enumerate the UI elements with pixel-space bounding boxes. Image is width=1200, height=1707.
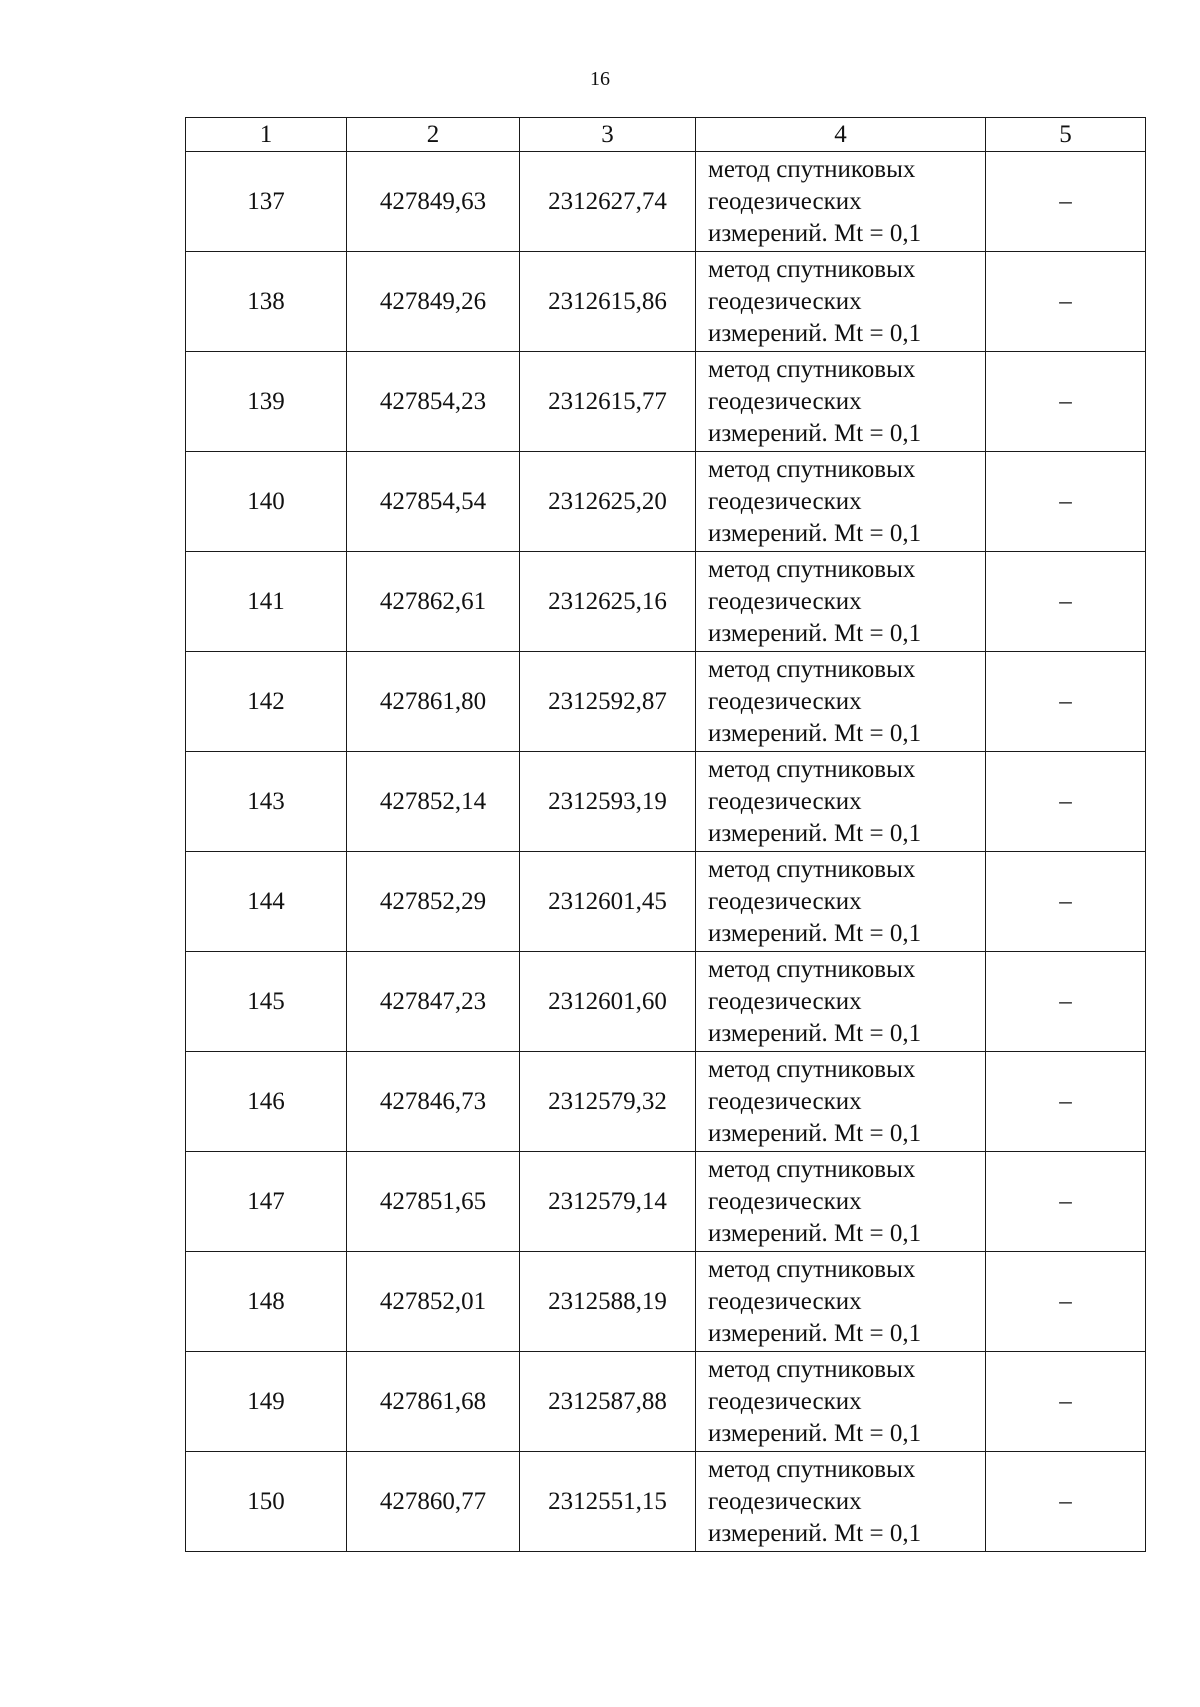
point-number-cell: 144 — [186, 852, 347, 952]
point-number-cell: 145 — [186, 952, 347, 1052]
method-line: геодезических — [708, 487, 862, 515]
note-cell: – — [986, 552, 1146, 652]
method-line: метод спутниковых — [708, 1055, 916, 1083]
x-coordinate-cell: 427862,61 — [347, 552, 520, 652]
method-cell — [696, 752, 986, 852]
method-cell — [696, 1352, 986, 1452]
method-line: измерений. Mt = 0,1 — [708, 1019, 922, 1047]
table-body — [186, 152, 1146, 1552]
x-coordinate-cell: 427854,23 — [347, 352, 520, 452]
note-cell: – — [986, 152, 1146, 252]
x-coordinate-cell: 427852,01 — [347, 1252, 520, 1352]
point-number-cell: 149 — [186, 1352, 347, 1452]
method-line: метод спутниковых — [708, 355, 916, 383]
point-number-cell: 138 — [186, 252, 347, 352]
method-line: метод спутниковых — [708, 855, 916, 883]
method-line: измерений. Mt = 0,1 — [708, 919, 922, 947]
method-line: метод спутниковых — [708, 655, 916, 683]
method-line: измерений. Mt = 0,1 — [708, 1119, 922, 1147]
note-cell: – — [986, 1252, 1146, 1352]
table-row — [186, 1052, 1146, 1152]
y-coordinate-cell: 2312588,19 — [520, 1252, 696, 1352]
method-line: метод спутниковых — [708, 1355, 916, 1383]
method-line: измерений. Mt = 0,1 — [708, 719, 922, 747]
method-line: геодезических — [708, 1287, 862, 1315]
method-line: измерений. Mt = 0,1 — [708, 1319, 922, 1347]
table-row — [186, 352, 1146, 452]
method-line: геодезических — [708, 287, 862, 315]
y-coordinate-cell: 2312625,16 — [520, 552, 696, 652]
table-row — [186, 452, 1146, 552]
method-line: метод спутниковых — [708, 955, 916, 983]
table-row — [186, 1352, 1146, 1452]
method-line: метод спутниковых — [708, 1455, 916, 1483]
y-coordinate-cell: 2312579,14 — [520, 1152, 696, 1252]
method-line: геодезических — [708, 687, 862, 715]
method-line: измерений. Mt = 0,1 — [708, 419, 922, 447]
y-coordinate-cell: 2312587,88 — [520, 1352, 696, 1452]
y-coordinate-cell: 2312601,60 — [520, 952, 696, 1052]
method-cell — [696, 852, 986, 952]
column-header-5: 5 — [986, 118, 1146, 152]
method-line: метод спутниковых — [708, 155, 916, 183]
method-cell — [696, 452, 986, 552]
page-number: 16 — [590, 68, 610, 90]
table-row — [186, 852, 1146, 952]
table-row — [186, 1252, 1146, 1352]
method-line: измерений. Mt = 0,1 — [708, 1419, 922, 1447]
x-coordinate-cell: 427852,14 — [347, 752, 520, 852]
note-cell: – — [986, 752, 1146, 852]
method-cell — [696, 152, 986, 252]
x-coordinate-cell: 427861,80 — [347, 652, 520, 752]
method-line: измерений. Mt = 0,1 — [708, 1519, 922, 1547]
note-cell: – — [986, 952, 1146, 1052]
y-coordinate-cell: 2312625,20 — [520, 452, 696, 552]
coordinates-table — [185, 117, 1146, 1552]
table-row — [186, 752, 1146, 852]
x-coordinate-cell: 427851,65 — [347, 1152, 520, 1252]
y-coordinate-cell: 2312579,32 — [520, 1052, 696, 1152]
method-cell — [696, 1252, 986, 1352]
method-line: метод спутниковых — [708, 455, 916, 483]
method-line: геодезических — [708, 1187, 862, 1215]
y-coordinate-cell: 2312592,87 — [520, 652, 696, 752]
column-header-1: 1 — [186, 118, 347, 152]
method-line: геодезических — [708, 187, 862, 215]
point-number-cell: 150 — [186, 1452, 347, 1552]
note-cell: – — [986, 352, 1146, 452]
note-cell: – — [986, 652, 1146, 752]
method-line: метод спутниковых — [708, 555, 916, 583]
method-line: геодезических — [708, 787, 862, 815]
point-number-cell: 142 — [186, 652, 347, 752]
x-coordinate-cell: 427852,29 — [347, 852, 520, 952]
x-coordinate-cell: 427849,26 — [347, 252, 520, 352]
method-cell — [696, 552, 986, 652]
x-coordinate-cell: 427860,77 — [347, 1452, 520, 1552]
note-cell: – — [986, 452, 1146, 552]
note-cell: – — [986, 852, 1146, 952]
method-line: геодезических — [708, 587, 862, 615]
table-row — [186, 252, 1146, 352]
y-coordinate-cell: 2312601,45 — [520, 852, 696, 952]
column-header-4: 4 — [696, 118, 986, 152]
method-cell — [696, 252, 986, 352]
x-coordinate-cell: 427854,54 — [347, 452, 520, 552]
method-cell — [696, 1052, 986, 1152]
method-line: метод спутниковых — [708, 1255, 916, 1283]
table-row — [186, 152, 1146, 252]
x-coordinate-cell: 427846,73 — [347, 1052, 520, 1152]
method-line: измерений. Mt = 0,1 — [708, 619, 922, 647]
method-line: геодезических — [708, 987, 862, 1015]
method-cell — [696, 352, 986, 452]
point-number-cell: 146 — [186, 1052, 347, 1152]
point-number-cell: 143 — [186, 752, 347, 852]
method-line: метод спутниковых — [708, 255, 916, 283]
note-cell: – — [986, 1352, 1146, 1452]
table-row — [186, 1452, 1146, 1552]
method-line: измерений. Mt = 0,1 — [708, 819, 922, 847]
note-cell: – — [986, 1152, 1146, 1252]
method-cell — [696, 652, 986, 752]
y-coordinate-cell: 2312615,77 — [520, 352, 696, 452]
method-cell — [696, 1452, 986, 1552]
note-cell: – — [986, 1452, 1146, 1552]
point-number-cell: 140 — [186, 452, 347, 552]
method-line: геодезических — [708, 1087, 862, 1115]
note-cell: – — [986, 252, 1146, 352]
method-line: геодезических — [708, 1387, 862, 1415]
method-line: метод спутниковых — [708, 1155, 916, 1183]
note-cell: – — [986, 1052, 1146, 1152]
point-number-cell: 147 — [186, 1152, 347, 1252]
method-line: геодезических — [708, 1487, 862, 1515]
method-line: измерений. Mt = 0,1 — [708, 219, 922, 247]
y-coordinate-cell: 2312615,86 — [520, 252, 696, 352]
point-number-cell: 148 — [186, 1252, 347, 1352]
table-header — [186, 118, 1146, 152]
x-coordinate-cell: 427849,63 — [347, 152, 520, 252]
x-coordinate-cell: 427861,68 — [347, 1352, 520, 1452]
table-row — [186, 652, 1146, 752]
method-line: измерений. Mt = 0,1 — [708, 519, 922, 547]
table-row — [186, 952, 1146, 1052]
method-line: геодезических — [708, 387, 862, 415]
method-line: измерений. Mt = 0,1 — [708, 1219, 922, 1247]
method-cell — [696, 952, 986, 1052]
column-header-2: 2 — [347, 118, 520, 152]
method-line: измерений. Mt = 0,1 — [708, 319, 922, 347]
table-row — [186, 552, 1146, 652]
method-line: метод спутниковых — [708, 755, 916, 783]
header-row — [186, 118, 1146, 152]
point-number-cell: 137 — [186, 152, 347, 252]
column-header-3: 3 — [520, 118, 696, 152]
point-number-cell: 139 — [186, 352, 347, 452]
y-coordinate-cell: 2312551,15 — [520, 1452, 696, 1552]
table-row — [186, 1152, 1146, 1252]
method-cell — [696, 1152, 986, 1252]
x-coordinate-cell: 427847,23 — [347, 952, 520, 1052]
y-coordinate-cell: 2312627,74 — [520, 152, 696, 252]
point-number-cell: 141 — [186, 552, 347, 652]
y-coordinate-cell: 2312593,19 — [520, 752, 696, 852]
method-line: геодезических — [708, 887, 862, 915]
